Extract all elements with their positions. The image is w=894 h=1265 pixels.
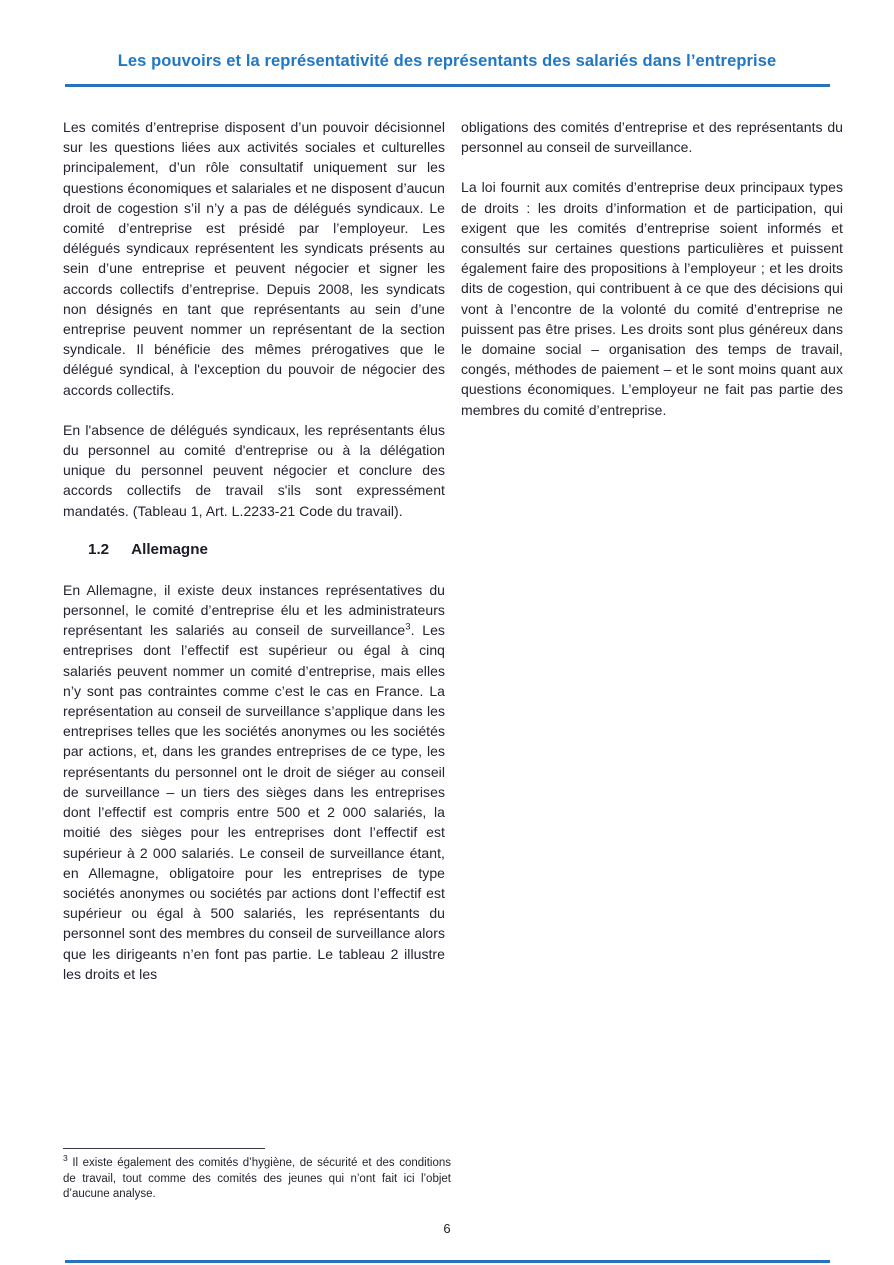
paragraph-left-3 bbox=[63, 580, 445, 984]
page-title: Les pouvoirs et la représentativité des représentants des salariés dans l’entreprise bbox=[117, 52, 777, 70]
footnote bbox=[63, 1148, 451, 1203]
section-number: 1.2 bbox=[88, 540, 110, 558]
header-rule bbox=[65, 84, 830, 87]
page-number: 6 bbox=[443, 1221, 451, 1236]
paragraph-text: . Les entreprises dont l’effectif est supérieur ou égal à cinq salariés peuvent nommer un comité d’entreprise, mais elles n’y sont pas contraintes comme c’est le cas en France. La représentation au conseil de surveillance s’applique dans les entreprises telles que les sociétés anonymes ou les sociétés par actions, et, dans les grandes entreprises de ce type, les représentants du personnel ont le droit de siéger au conseil de surveillance – un tiers des sièges dans les entreprises dont l’effectif est compris entre 500 et 2 000 salariés, la moitié des sièges pour les entreprises dont l’effectif est supérieur à 2 000 salariés. Le conseil de surveillance étant, en Allemagne, obligatoire pour les entreprises de type sociétés anonymes ou sociétés par actions dont l’effectif est supérieur ou égal à 500 salariés, les représentants du personnel sont des membres du conseil de surveillance alors que les dirigeants n’en font pas partie. Le tableau 2 illustre les droits et les bbox=[63, 622, 445, 982]
footnote-separator bbox=[63, 1148, 265, 1149]
paragraph-left-1: Les comités d’entreprise disposent d’un pouvoir décisionnel sur les questions liées aux activités sociales et culturelles principalement, d’un rôle consultatif uniquement sur les questions économiques et salariales et ne disposent d’aucun droit de cogestion s’il n’y a pas de délégués syndicaux. Le comité d’entreprise est présidé par l’employeur. Les délégués syndicaux représentent les syndicats présents au sein d’une entreprise et peuvent négocier et signer les accords collectifs d’entreprise. Depuis 2008, les syndicats non désignés en tant que représentants au sein d’une entreprise peuvent nommer un représentant de la section syndicale. Il bénéficie des mêmes prérogatives que le délégué syndical, à l'exception du pouvoir de négocier des accords collectifs. bbox=[63, 119, 445, 398]
section-heading bbox=[88, 541, 445, 558]
paragraph-text: En Allemagne, il existe deux instances représentatives du personnel, le comité d’entreprise élu et les administrateurs représentant les salariés au conseil de surveillance bbox=[63, 581, 445, 639]
footnote-body bbox=[63, 1153, 452, 1203]
left-column bbox=[63, 117, 445, 1004]
paragraph-right-2: La loi fournit aux comités d’entreprise deux principaux types de droits : les droits d’information et de participation, qui exigent que les comités d’entreprise soient informés et consultés sur certaines questions particulières et puissent également faire des propositions à l’employeur ; et les droits dits de cogestion, qui contribuent à ce que des décisions qui vont à l’encontre de la volonté du comité d’entreprise ne puissent pas être prises. Les droits sont plus généreux dans le domaine social – organisation des temps de travail, congés, méthodes de paiement – et le sont moins quant aux questions économiques. L’employeur ne fait pas partie des membres du comité d’entreprise. bbox=[461, 179, 843, 418]
footnote-text: Il existe également des comités d’hygiène, de sécurité et des conditions de travail, tout comme des comités des jeunes qui n’ont fait ici l’objet d’aucune analyse. bbox=[63, 1157, 452, 1201]
paragraph-right-1: obligations des comités d’entreprise et des représentants du personnel au conseil de surveillance. bbox=[461, 119, 843, 156]
footer-rule bbox=[65, 1260, 830, 1263]
footnote-reference: 3 bbox=[405, 621, 411, 633]
footnote-marker: 3 bbox=[63, 1153, 68, 1164]
right-column bbox=[461, 117, 843, 1004]
two-column-body bbox=[63, 117, 843, 1004]
paragraph-left-2: En l'absence de délégués syndicaux, les représentants élus du personnel au comité d'entreprise ou à la délégation unique du personnel peuvent négocier et conclure des accords collectifs de travail s'ils sont expressément mandatés. (Tableau 1, Art. L.2233-21 Code du travail). bbox=[63, 421, 445, 519]
section-title: Allemagne bbox=[131, 540, 208, 558]
